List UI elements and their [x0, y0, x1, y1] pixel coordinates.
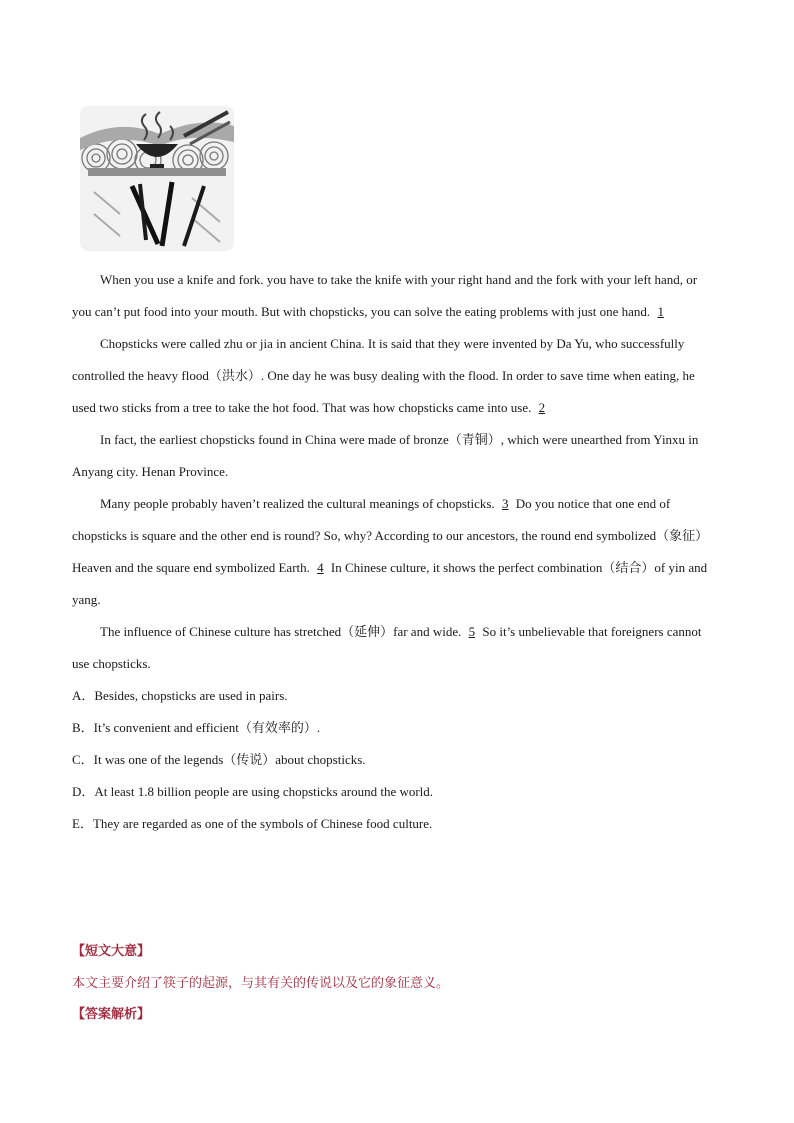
option-c: C．It was one of the legends（传说）about chopsticks. — [72, 752, 366, 767]
paragraph-3: In fact, the earliest chopsticks found in China were made of bronze（青铜）, which were unearthed from Yinxu in Anyang city. Henan Province. — [72, 432, 699, 479]
paragraph-2: Chopsticks were called zhu or jia in ancient China. It is said that they were invented by Da Yu, who successfully controlled the heavy flood（洪水）. One day he was busy dealing with the flood. In order to save time when eating, he used two sticks from a tree to take the hot food. That was how chopsticks came into use. 2 — [72, 336, 695, 415]
blank-1[interactable]: 1 — [657, 304, 664, 319]
option-d: D．At least 1.8 billion people are using chopsticks around the world. — [72, 784, 434, 799]
paragraph-4: Many people probably haven’t realized the cultural meanings of chopsticks. 3 Do you notice that one end of chopsticks is square and the other end is round? So, why? According to our ancestors, the round end symbolized（象征）Heaven and the square end symbolized Earth. 4 In Chinese culture, it shows the perfect combination（结合）of yin and yang. — [72, 496, 709, 607]
blank-4[interactable]: 4 — [317, 560, 324, 575]
answer-heading: 【答案解析】 — [72, 1007, 151, 1022]
summary-heading: 【短文大意】 — [72, 944, 151, 959]
option-b: B．It’s convenient and efficient（有效率的）. — [72, 720, 321, 735]
passage — [72, 264, 717, 840]
blank-5[interactable]: 5 — [468, 624, 476, 639]
paragraph-1: When you use a knife and fork. you have to take the knife with your right hand and the fork with your left hand, or you can’t put food into your mouth. But with chopsticks, you can solve the eating problems with just one hand. 1 — [72, 272, 698, 319]
summary-body: 本文主要介绍了筷子的起源，与其有关的传说以及它的象征意义。 — [72, 976, 450, 991]
blank-3[interactable]: 3 — [501, 496, 509, 511]
blank-2[interactable]: 2 — [538, 400, 546, 415]
paragraph-5: The influence of Chinese culture has stretched（延伸）far and wide. 5 So it’s unbelievable that foreigners cannot use chopsticks. — [72, 624, 702, 671]
option-e: E．They are regarded as one of the symbols of Chinese food culture. — [72, 816, 433, 831]
chopsticks-illustration — [80, 106, 234, 251]
option-a: A．Besides, chopsticks are used in pairs. — [72, 688, 288, 703]
